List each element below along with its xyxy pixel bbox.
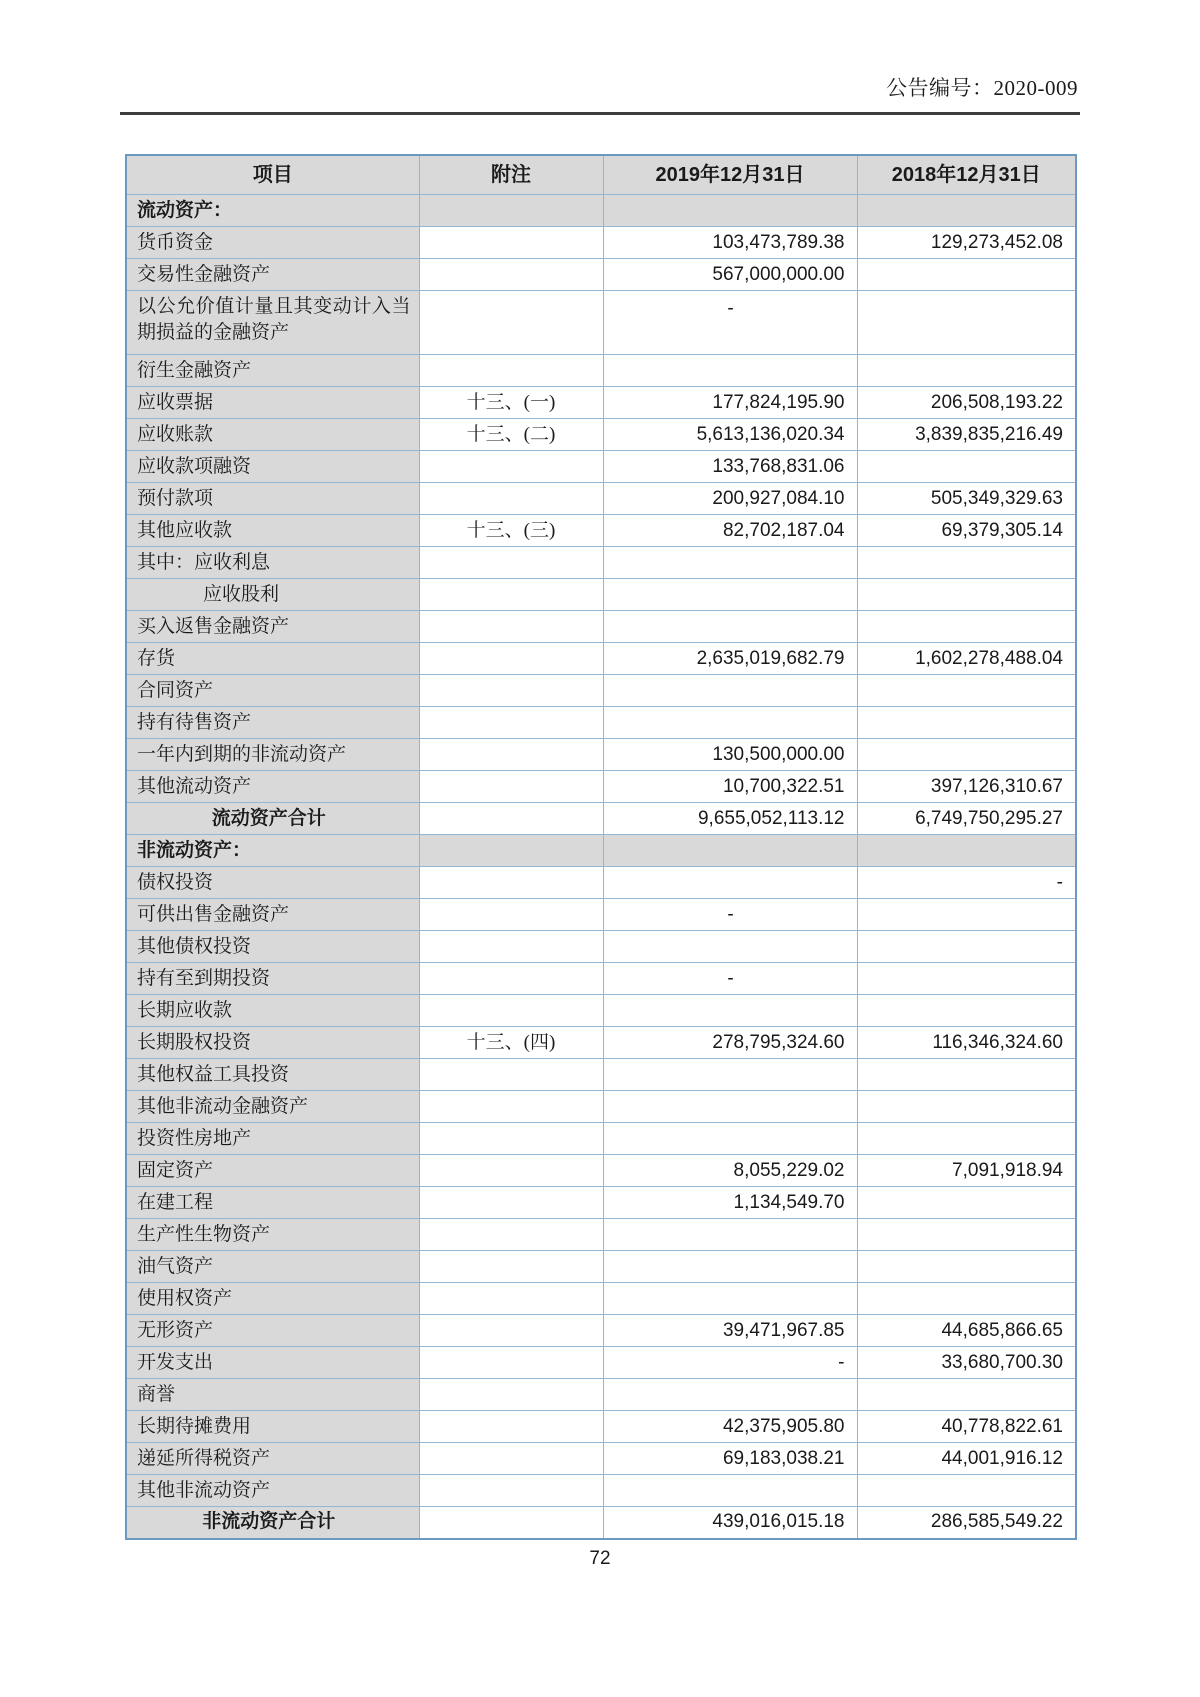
value-2019-cell	[603, 355, 857, 387]
total-row	[126, 1507, 1076, 1539]
table-row	[126, 515, 1076, 547]
section-header-row	[126, 835, 1076, 867]
note-cell	[419, 739, 603, 771]
value-2019-cell	[603, 867, 857, 899]
value-2019-cell	[603, 707, 857, 739]
table-row	[126, 1059, 1076, 1091]
value-2019-cell: 1,134,549.70	[603, 1187, 857, 1219]
table-row	[126, 1379, 1076, 1411]
value-2018-cell: 3,839,835,216.49	[857, 419, 1076, 451]
column-header-note: 附注	[419, 155, 603, 195]
value-2019-cell: 177,824,195.90	[603, 387, 857, 419]
value-2019-cell: 2,635,019,682.79	[603, 643, 857, 675]
value-2018-cell	[857, 995, 1076, 1027]
note-cell	[419, 451, 603, 483]
column-header-item: 项目	[126, 155, 419, 195]
note-cell	[419, 899, 603, 931]
note-cell	[419, 835, 603, 867]
column-header-2019: 2019年12月31日	[603, 155, 857, 195]
value-2019-cell: -	[603, 963, 857, 995]
value-2018-cell	[857, 1091, 1076, 1123]
note-cell	[419, 707, 603, 739]
value-2018-cell: 7,091,918.94	[857, 1155, 1076, 1187]
note-cell	[419, 1475, 603, 1507]
total-row	[126, 803, 1076, 835]
item-label-cell: 油气资产	[126, 1251, 419, 1283]
value-2018-cell	[857, 739, 1076, 771]
item-label-cell: 其他非流动资产	[126, 1475, 419, 1507]
item-label-cell: 其他权益工具投资	[126, 1059, 419, 1091]
item-label-cell: 其他应收款	[126, 515, 419, 547]
item-label-cell: 一年内到期的非流动资产	[126, 739, 419, 771]
note-cell: 十三、(四)	[419, 1027, 603, 1059]
value-2019-cell: -	[603, 291, 857, 355]
header-divider	[120, 112, 1080, 115]
value-2019-cell: 278,795,324.60	[603, 1027, 857, 1059]
column-header-2018: 2018年12月31日	[857, 155, 1076, 195]
item-label-cell: 非流动资产合计	[126, 1507, 419, 1539]
value-2018-cell	[857, 355, 1076, 387]
value-2018-cell	[857, 1475, 1076, 1507]
item-label-cell: 流动资产：	[126, 195, 419, 227]
item-label-cell: 长期待摊费用	[126, 1411, 419, 1443]
value-2019-cell	[603, 995, 857, 1027]
value-2019-cell: -	[603, 899, 857, 931]
table-row	[126, 643, 1076, 675]
note-cell	[419, 1347, 603, 1379]
item-label-cell: 以公允价值计量且其变动计入当期损益的金融资产	[126, 291, 419, 355]
value-2018-cell: 505,349,329.63	[857, 483, 1076, 515]
item-label-cell: 应收票据	[126, 387, 419, 419]
item-label-cell: 合同资产	[126, 675, 419, 707]
table-row	[126, 1283, 1076, 1315]
note-cell	[419, 291, 603, 355]
table-row	[126, 259, 1076, 291]
item-label-cell: 生产性生物资产	[126, 1219, 419, 1251]
item-label-cell: 非流动资产：	[126, 835, 419, 867]
item-label-cell: 流动资产合计	[126, 803, 419, 835]
value-2019-cell: 8,055,229.02	[603, 1155, 857, 1187]
item-label-cell: 应收账款	[126, 419, 419, 451]
note-cell: 十三、(三)	[419, 515, 603, 547]
value-2019-cell	[603, 611, 857, 643]
table-row	[126, 611, 1076, 643]
value-2019-cell: 10,700,322.51	[603, 771, 857, 803]
item-label-cell: 商誉	[126, 1379, 419, 1411]
item-label-cell: 使用权资产	[126, 1283, 419, 1315]
value-2019-cell	[603, 1059, 857, 1091]
value-2018-cell: 206,508,193.22	[857, 387, 1076, 419]
value-2018-cell: 116,346,324.60	[857, 1027, 1076, 1059]
value-2019-cell	[603, 675, 857, 707]
value-2018-cell: 1,602,278,488.04	[857, 643, 1076, 675]
table-header-row	[126, 155, 1076, 195]
note-cell	[419, 1123, 603, 1155]
table-row	[126, 291, 1076, 355]
value-2019-cell: -	[603, 1347, 857, 1379]
item-label-cell: 可供出售金融资产	[126, 899, 419, 931]
value-2019-cell: 130,500,000.00	[603, 739, 857, 771]
value-2019-cell: 39,471,967.85	[603, 1315, 857, 1347]
table-row	[126, 387, 1076, 419]
page-number: 72	[589, 1548, 611, 1569]
table-row	[126, 419, 1076, 451]
value-2019-cell	[603, 835, 857, 867]
note-cell	[419, 867, 603, 899]
value-2018-cell	[857, 547, 1076, 579]
note-cell	[419, 1379, 603, 1411]
value-2019-cell: 103,473,789.38	[603, 227, 857, 259]
table-row	[126, 963, 1076, 995]
item-label-cell: 债权投资	[126, 867, 419, 899]
table-row	[126, 1443, 1076, 1475]
item-label-cell: 投资性房地产	[126, 1123, 419, 1155]
note-cell	[419, 995, 603, 1027]
note-cell	[419, 1283, 603, 1315]
note-cell	[419, 1507, 603, 1539]
item-label-cell: 预付款项	[126, 483, 419, 515]
note-cell	[419, 1059, 603, 1091]
value-2018-cell: 40,778,822.61	[857, 1411, 1076, 1443]
table-row	[126, 1091, 1076, 1123]
value-2019-cell	[603, 579, 857, 611]
value-2018-cell	[857, 1187, 1076, 1219]
table-row	[126, 579, 1076, 611]
table-row	[126, 899, 1076, 931]
note-cell	[419, 611, 603, 643]
table-row	[126, 451, 1076, 483]
item-label-cell: 长期应收款	[126, 995, 419, 1027]
note-cell	[419, 547, 603, 579]
table-row	[126, 995, 1076, 1027]
table-row	[126, 1027, 1076, 1059]
note-cell	[419, 963, 603, 995]
value-2018-cell: 44,001,916.12	[857, 1443, 1076, 1475]
note-cell	[419, 1251, 603, 1283]
table-row	[126, 547, 1076, 579]
value-2019-cell	[603, 1475, 857, 1507]
note-cell	[419, 195, 603, 227]
note-cell	[419, 1315, 603, 1347]
item-label-cell: 应收款项融资	[126, 451, 419, 483]
value-2019-cell	[603, 931, 857, 963]
item-label-cell: 固定资产	[126, 1155, 419, 1187]
table-row	[126, 1411, 1076, 1443]
table-row	[126, 355, 1076, 387]
note-cell	[419, 259, 603, 291]
note-cell: 十三、(一)	[419, 387, 603, 419]
value-2018-cell: 6,749,750,295.27	[857, 803, 1076, 835]
value-2018-cell	[857, 707, 1076, 739]
note-cell	[419, 931, 603, 963]
value-2018-cell: 33,680,700.30	[857, 1347, 1076, 1379]
value-2018-cell	[857, 291, 1076, 355]
value-2018-cell	[857, 899, 1076, 931]
item-label-cell: 递延所得税资产	[126, 1443, 419, 1475]
item-label-cell: 交易性金融资产	[126, 259, 419, 291]
note-cell	[419, 227, 603, 259]
value-2019-cell: 82,702,187.04	[603, 515, 857, 547]
item-label-cell: 存货	[126, 643, 419, 675]
value-2019-cell: 5,613,136,020.34	[603, 419, 857, 451]
value-2018-cell	[857, 195, 1076, 227]
item-label-cell: 其他债权投资	[126, 931, 419, 963]
value-2019-cell: 567,000,000.00	[603, 259, 857, 291]
table-row	[126, 931, 1076, 963]
item-label-cell: 持有至到期投资	[126, 963, 419, 995]
value-2019-cell	[603, 195, 857, 227]
value-2018-cell	[857, 1251, 1076, 1283]
table-body	[126, 195, 1076, 1539]
item-label-cell: 其他流动资产	[126, 771, 419, 803]
table-row	[126, 675, 1076, 707]
value-2018-cell	[857, 931, 1076, 963]
note-cell	[419, 483, 603, 515]
table-row	[126, 1251, 1076, 1283]
note-cell	[419, 675, 603, 707]
table-row	[126, 1123, 1076, 1155]
announcement-number: 公告编号：2020-009	[886, 76, 1078, 100]
table-row	[126, 771, 1076, 803]
value-2018-cell	[857, 1123, 1076, 1155]
value-2019-cell	[603, 1283, 857, 1315]
value-2019-cell: 133,768,831.06	[603, 451, 857, 483]
table-row	[126, 1315, 1076, 1347]
table-row	[126, 739, 1076, 771]
value-2018-cell	[857, 451, 1076, 483]
value-2018-cell: -	[857, 867, 1076, 899]
value-2019-cell	[603, 1379, 857, 1411]
note-cell: 十三、(二)	[419, 419, 603, 451]
value-2018-cell	[857, 1219, 1076, 1251]
table-row	[126, 1347, 1076, 1379]
note-cell	[419, 643, 603, 675]
balance-sheet-table	[125, 154, 1077, 1540]
note-cell	[419, 579, 603, 611]
note-cell	[419, 1187, 603, 1219]
item-label-cell: 其中：应收利息	[126, 547, 419, 579]
note-cell	[419, 1155, 603, 1187]
table-row	[126, 1475, 1076, 1507]
table-row	[126, 1187, 1076, 1219]
item-label-cell: 无形资产	[126, 1315, 419, 1347]
item-label-cell: 持有待售资产	[126, 707, 419, 739]
value-2018-cell: 69,379,305.14	[857, 515, 1076, 547]
item-label-cell: 应收股利	[126, 579, 419, 611]
value-2019-cell: 439,016,015.18	[603, 1507, 857, 1539]
item-label-cell: 其他非流动金融资产	[126, 1091, 419, 1123]
value-2018-cell	[857, 1379, 1076, 1411]
value-2018-cell: 286,585,549.22	[857, 1507, 1076, 1539]
value-2018-cell	[857, 963, 1076, 995]
value-2018-cell	[857, 259, 1076, 291]
table-row	[126, 1219, 1076, 1251]
value-2018-cell	[857, 1283, 1076, 1315]
item-label-cell: 开发支出	[126, 1347, 419, 1379]
note-cell	[419, 803, 603, 835]
value-2019-cell	[603, 1251, 857, 1283]
table-row	[126, 227, 1076, 259]
value-2018-cell	[857, 1059, 1076, 1091]
table-row	[126, 483, 1076, 515]
value-2019-cell: 9,655,052,113.12	[603, 803, 857, 835]
value-2018-cell: 129,273,452.08	[857, 227, 1076, 259]
item-label-cell: 衍生金融资产	[126, 355, 419, 387]
note-cell	[419, 1443, 603, 1475]
note-cell	[419, 771, 603, 803]
section-header-row	[126, 195, 1076, 227]
value-2018-cell	[857, 675, 1076, 707]
item-label-cell: 长期股权投资	[126, 1027, 419, 1059]
value-2018-cell: 397,126,310.67	[857, 771, 1076, 803]
value-2019-cell: 69,183,038.21	[603, 1443, 857, 1475]
item-label-cell: 在建工程	[126, 1187, 419, 1219]
value-2019-cell	[603, 1091, 857, 1123]
value-2019-cell: 200,927,084.10	[603, 483, 857, 515]
note-cell	[419, 1411, 603, 1443]
item-label-cell: 买入返售金融资产	[126, 611, 419, 643]
note-cell	[419, 355, 603, 387]
value-2018-cell	[857, 835, 1076, 867]
table-row	[126, 707, 1076, 739]
value-2018-cell	[857, 611, 1076, 643]
note-cell	[419, 1219, 603, 1251]
value-2019-cell	[603, 1219, 857, 1251]
value-2019-cell: 42,375,905.80	[603, 1411, 857, 1443]
item-label-cell: 货币资金	[126, 227, 419, 259]
table-row	[126, 1155, 1076, 1187]
value-2019-cell	[603, 547, 857, 579]
value-2018-cell: 44,685,866.65	[857, 1315, 1076, 1347]
table-row	[126, 867, 1076, 899]
value-2019-cell	[603, 1123, 857, 1155]
note-cell	[419, 1091, 603, 1123]
value-2018-cell	[857, 579, 1076, 611]
